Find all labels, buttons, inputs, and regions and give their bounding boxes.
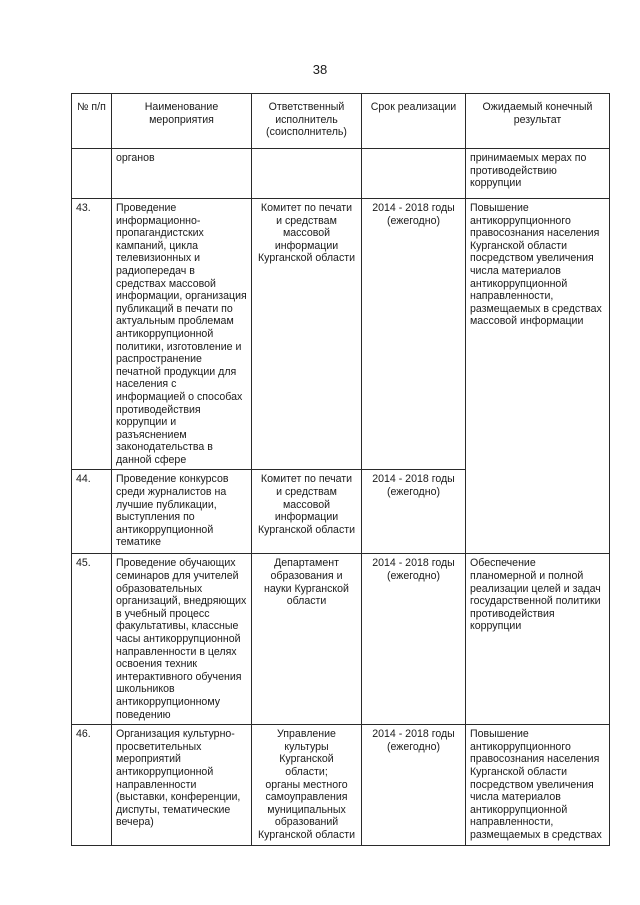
row-executor: Комитет по печати и средствам массовой информации Курганской области [252, 199, 362, 470]
header-number: № п/п [72, 94, 112, 149]
page-number: 38 [312, 62, 328, 77]
row-term: 2014 - 2018 годы (ежегодно) [362, 199, 466, 470]
row-name: Проведение обучающих семинаров для учителей образовательных организаций, внедряющих в учебный процесс факультативы, классные часы антикоррупционной направленности в целях освоения техник интерактивного обучения школьников антикоррупционному поведению [112, 554, 252, 725]
row-term: 2014 - 2018 годы (ежегодно) [362, 554, 466, 725]
row-number: 43. [72, 199, 112, 470]
table-header-row [72, 94, 610, 149]
row-result: Обеспечение планомерной и полной реализации целей и задач государственной политики противодействия коррупции [466, 554, 610, 725]
header-executor: Ответственный исполнитель (соисполнитель) [252, 94, 362, 149]
table-row [72, 199, 610, 470]
row-term [362, 149, 466, 199]
header-term: Срок реализации [362, 94, 466, 149]
table-row [72, 725, 610, 845]
row-name: Проведение конкурсов среди журналистов на лучшие публикации, выступления по антикоррупционной тематике [112, 470, 252, 554]
row-executor: Департамент образования и науки Курганской области [252, 554, 362, 725]
row-name: органов [112, 149, 252, 199]
row-executor: Комитет по печати и средствам массовой информации Курганской области [252, 470, 362, 554]
row-result: Повышение антикоррупционного правосознания населения Курганской области посредством увеличения числа материалов антикоррупционной направленности, размещаемых в средствах массовой информации [466, 199, 610, 554]
row-number: 45. [72, 554, 112, 725]
table-row [72, 554, 610, 725]
row-executor: Управление культуры Курганской области; органы местного самоуправления муниципальных образований Курганской области [252, 725, 362, 845]
measures-table [71, 93, 610, 846]
row-term: 2014 - 2018 годы (ежегодно) [362, 725, 466, 845]
header-name: Наименование мероприятия [112, 94, 252, 149]
header-result: Ожидаемый конечный результат [466, 94, 610, 149]
row-term: 2014 - 2018 годы (ежегодно) [362, 470, 466, 554]
row-name: Проведение информационно- пропагандистских кампаний, цикла телевизионных и радиопередач в средствах массовой информации, организация публикаций в печати по актуальным проблемам антикоррупционной политики, изготовление и распространение печатной продукции для населения с информацией о способах противодействия коррупции и разъяснением законодательства в данной сфере [112, 199, 252, 470]
row-number [72, 149, 112, 199]
table-row [72, 149, 610, 199]
row-result: Повышение антикоррупционного правосознания населения Курганской области посредством увеличения числа материалов антикоррупционной направленности, размещаемых в средствах [466, 725, 610, 845]
row-result: принимаемых мерах по противодействию коррупции [466, 149, 610, 199]
row-number: 44. [72, 470, 112, 554]
row-name: Организация культурно- просветительных мероприятий антикоррупционной направленности (выставки, конференции, диспуты, тематические вечера) [112, 725, 252, 845]
row-executor [252, 149, 362, 199]
row-number: 46. [72, 725, 112, 845]
